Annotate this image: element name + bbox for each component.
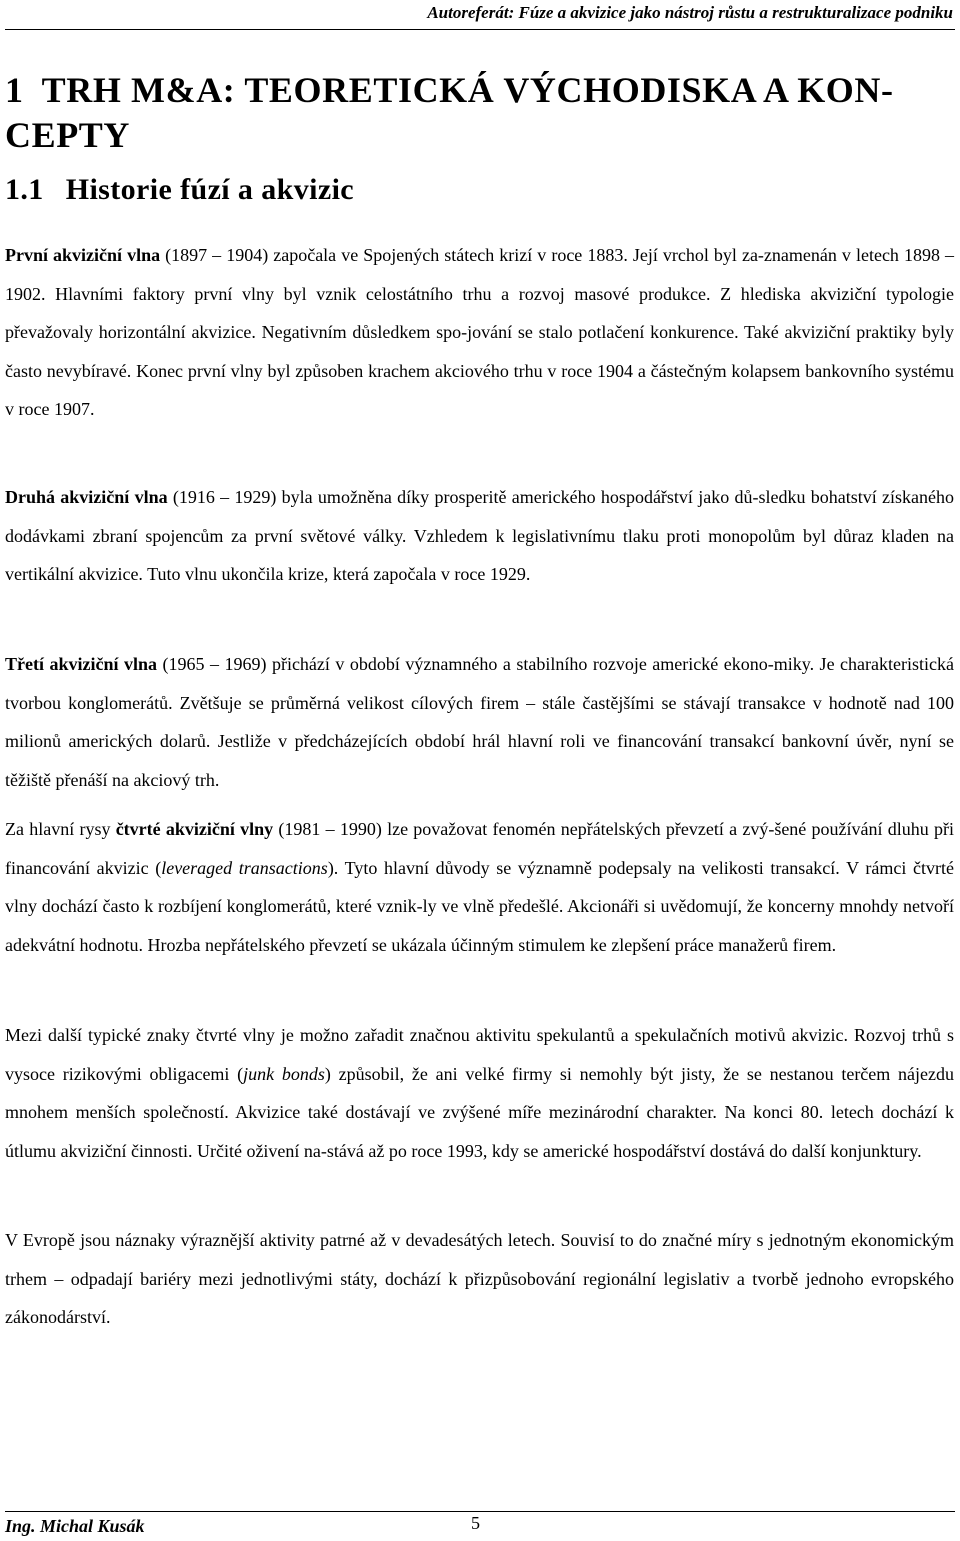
paragraph-third-wave [5, 645, 954, 799]
paragraph-second-wave [5, 478, 954, 594]
fourth-wave-lead: čtvrté akviziční vlny [115, 819, 274, 839]
chapter-number: 1 [5, 70, 24, 110]
traits-rest: ) způsobil, že ani velké firmy si nemohly být jisty, že se nestanou terčem nájezdu mnohem menších společností. Akvizice také dostávají ve zvýšené míře mezinárodní charakter. Na konci 80. letech dochází k útlumu akviziční činnosti. Určité oživení na-stává až po roce 1993, kdy se americké hospodářství dostává do další konjunktury. [5, 1063, 955, 1161]
junk-bonds-term: junk bonds [243, 1063, 325, 1084]
chapter-title [5, 68, 950, 158]
paragraph-europe [5, 1221, 954, 1337]
second-wave-text: (1916 – 1929) byla umožněna díky prosperitě amerického hospodářství jako dů-sledku bohatství získaného dodávkami zbraní spojencům za první světové války. Vzhledem k legislativnímu tlaku proti monopolům byl důraz kladen na vertikální akvizice. Tuto vlnu ukončila krize, která započala v roce 1929. [5, 487, 954, 584]
traits-intro: Mezi další typické znaky čtvrté vlny je možno zařadit značnou aktivitu spekulantů a spekulačních motivů akvizic. Rozvoj trhů s vysoce rizikovými obligacemi ( [5, 1025, 954, 1084]
paragraph-fourth-wave [5, 810, 954, 964]
footer-author: Ing. Michal Kusák [5, 1516, 145, 1536]
paragraph-fourth-wave-traits [5, 1016, 954, 1170]
section-number: 1.1 [5, 173, 44, 206]
fourth-wave-middle: (1981 – 1990) lze považovat fenomén nepřátelských převzetí a zvý-šené používání dluhu při financování akvizic ( [5, 819, 954, 878]
chapter-title-text: TRH M&A: TEORETICKÁ VÝCHODISKA A KON-CEPTY [5, 70, 894, 155]
section-title-text: Historie fúzí a akvizic [65, 173, 355, 206]
second-wave-lead: Druhá akviziční vlna [5, 487, 168, 507]
leveraged-transactions-term: leveraged transactions [161, 857, 328, 878]
running-header-title: Autoreferát: Fúze a akvizice jako nástroj růstu a restrukturalizace podniku [427, 3, 953, 22]
first-wave-text: (1897 – 1904) započala ve Spojených státech krizí v roce 1883. Její vrchol byl za-znamenán v letech 1898 – 1902. Hlavními faktory první vlny byl vznik celostátního trhu a rozvoj masové produkce. Z hlediska akviziční typologie převažovaly horizontální akvizice. Negativním důsledkem spo-jování se stalo potlačení konkurence. Také akviziční praktiky byly často nevybíravé. Konec první vlny byl způsoben krachem akciového trhu v roce 1904 a částečným kolapsem bankovního systému v roce 1907. [5, 245, 955, 419]
section-title [5, 170, 950, 210]
third-wave-lead: Třetí akviziční vlna [5, 654, 157, 674]
paragraph-first-wave [5, 236, 954, 429]
third-wave-text: (1965 – 1969) přichází v období významného a stabilního rozvoje americké ekono-miky. Je charakteristická tvorbou konglomerátů. Zvětšuje se průměrná velikost cílových firem – stále častějšími se stávají transakce v hodnotě nad 100 milionů amerických dolarů. Jestliže v předcházejících období hrál hlavní roli ve financování transakcí bankovní úvěr, nyní se těžiště přenáší na akciový trh. [5, 654, 954, 790]
first-wave-lead: První akviziční vlna [5, 245, 161, 265]
page-number: 5 [471, 1513, 480, 1533]
header-rule [5, 29, 955, 30]
europe-text: V Evropě jsou náznaky výraznější aktivity patrné až v devadesátých letech. Souvisí to do značné míry s jednotným ekonomickým trhem – odpadají bariéry mezi jednotlivými státy, dochází k přizpůsobování regionální legislativ a tvorbě jednoho evropského zákonodárství. [5, 1230, 954, 1327]
fourth-wave-rest: ). Tyto hlavní důvody se významně podepsaly na velikosti transakcí. V rámci čtvrté vlny dochází často k rozbíjení konglomerátů, které vznik-ly ve vlně předešlé. Akcionáři si uvědomují, že koncerny mnohdy netvoří adekvátní hodnotu. Hrozba nepřátelského převzetí se ukázala účinným stimulem ke zlepšení práce manažerů firem. [5, 857, 954, 955]
footer-rule [5, 1511, 955, 1512]
fourth-wave-intro: Za hlavní rysy [5, 819, 116, 839]
